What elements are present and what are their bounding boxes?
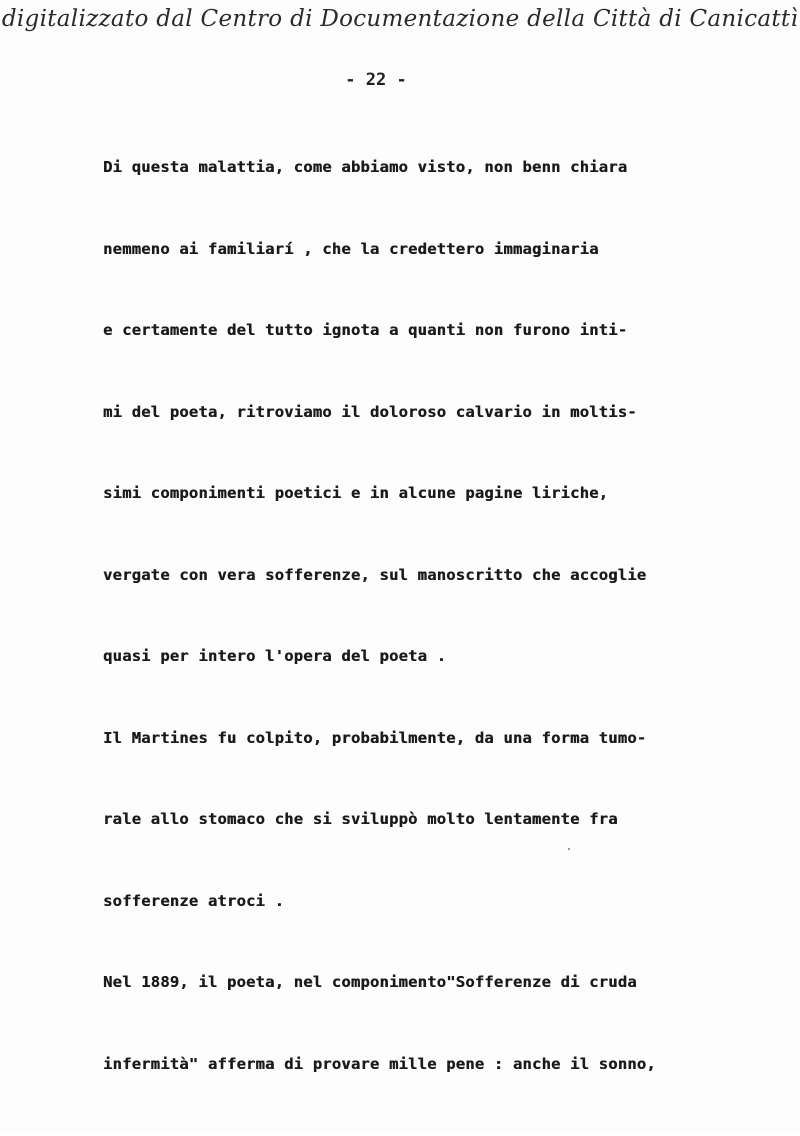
text-line: Il Martines fu colpito, probabilmente, da una forma tumo- [103,729,763,811]
text-line: rale allo stomaco che si sviluppò molto lentamente fra [103,810,763,892]
text-line: quasi per intero l'opera del poeta . [103,647,763,729]
scan-speck [568,848,570,850]
text-line: e certamente del tutto ignota a quanti non furono inti- [103,321,763,403]
text-line: sofferenze atroci . [103,892,763,974]
body-text [103,158,763,1136]
digitization-watermark: digitalizzato dal Centro di Documentazione della Città di Canicattì [0,6,800,32]
page-number: - 22 - [0,70,752,90]
text-line: nemmeno ai familiarí , che la credettero immaginaria [103,240,763,322]
text-line: Nel 1889, il poeta, nel componimento"Sofferenze di cruda [103,973,763,1055]
text-line: Di questa malattia, come abbiamo visto, non benn chiara [103,158,763,240]
text-line: mi del poeta, ritroviamo il doloroso calvario in moltis- [103,403,763,485]
text-line: vergate con vera sofferenze, sul manoscritto che accoglie [103,566,763,648]
text-line: infermità" afferma di provare mille pene : anche il sonno, [103,1055,763,1136]
text-line: simi componimenti poetici e in alcune pagine liriche, [103,484,763,566]
